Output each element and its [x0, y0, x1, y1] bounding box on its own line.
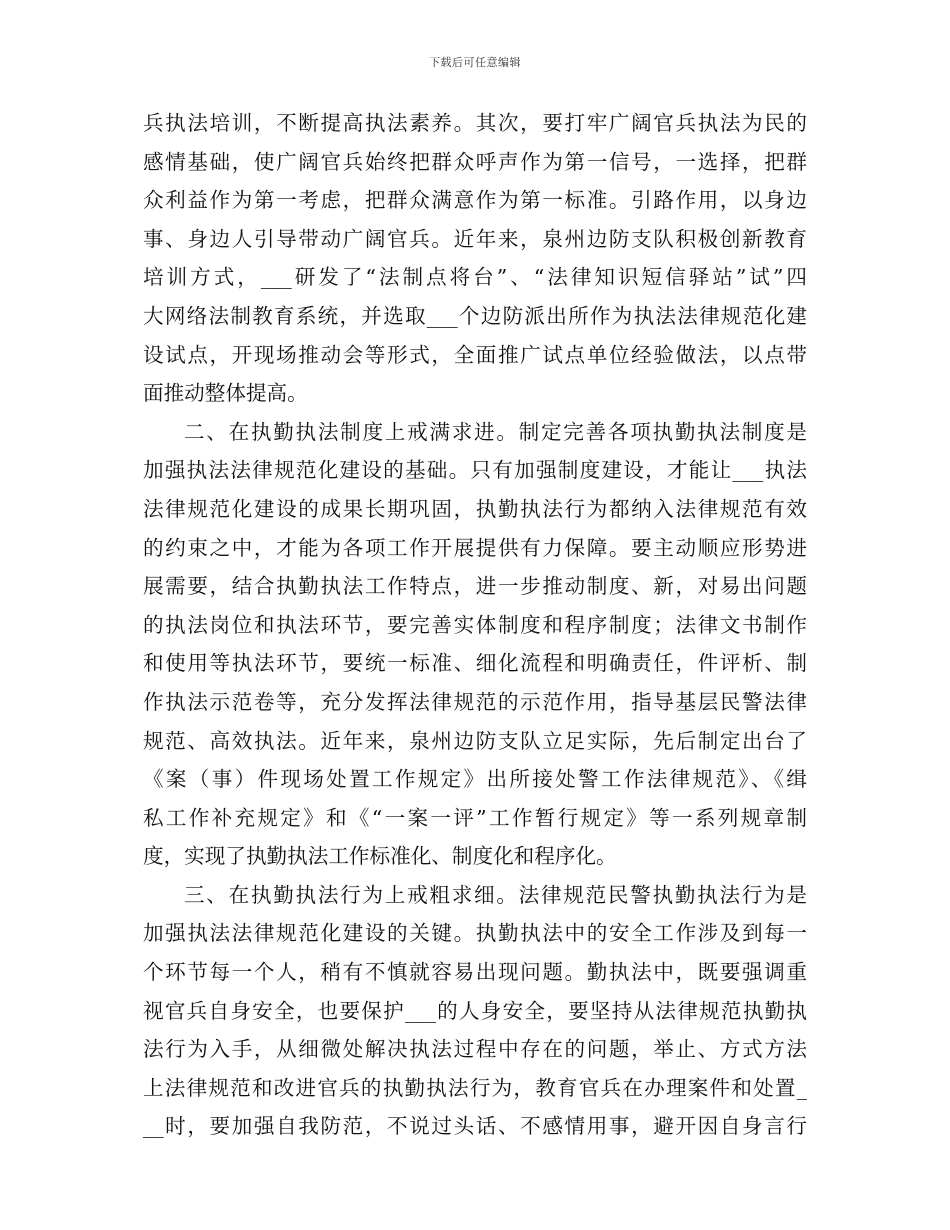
text-line: 加强执法法律规范化建设的关键。执勤执法中的安全工作涉及到每一: [143, 921, 807, 946]
text-line: 设试点，开现场推动会等形式，全面推广试点单位经验做法，以点带: [143, 342, 807, 367]
paragraph-start-line: 三、在执勤执法行为上戒粗求细。法律规范民警执勤执法行为是: [184, 882, 807, 907]
text-line: 规范、高效执法。近年来，泉州边防支队立足实际，先后制定出台了: [143, 728, 807, 753]
text-line: 私工作补充规定》和《“一案一评”工作暂行规定》等一系列规章制: [143, 805, 807, 830]
text-line: 法律规范化建设的成果长期巩固，执勤执法行为都纳入法律规范有效: [143, 496, 807, 521]
text-line: 的执法岗位和执法环节，要完善实体制度和程序制度；法律文书制作: [143, 612, 807, 637]
text-line: 众利益作为第一考虑，把群众满意作为第一标准。引路作用，以身边: [143, 188, 807, 213]
text-line: 视官兵自身安全，也要保护___的人身安全，要坚持从法律规范执勤执: [143, 998, 807, 1023]
text-line: 的约束之中，才能为各项工作开展提供有力保障。要主动顺应形势进: [143, 535, 807, 560]
text-line: 作执法示范卷等，充分发挥法律规范的示范作用，指导基层民警法律: [143, 689, 807, 714]
paragraph-start-line: 二、在执勤执法制度上戒满求进。制定完善各项执勤执法制度是: [184, 419, 807, 444]
text-line: 度，实现了执勤执法工作标准化、制度化和程序化。: [143, 844, 617, 869]
text-line: 个环节每一个人，稍有不慎就容易出现问题。勤执法中，既要强调重: [143, 960, 807, 985]
text-line: 展需要，结合执勤执法工作特点，进一步推动制度、新，对易出问题: [143, 574, 807, 599]
page-header: 下载后可任意编辑: [429, 56, 521, 69]
text-line: 上法律规范和改进官兵的执勤执法行为，教育官兵在办理案件和处置_: [143, 1075, 807, 1100]
text-line: 感情基础，使广阔官兵始终把群众呼声作为第一信号，一选择，把群: [143, 149, 807, 174]
text-line: 大网络法制教育系统，并选取___个边防派出所作为执法法律规范化建: [143, 303, 807, 328]
text-line: 面推动整体提高。: [143, 381, 308, 406]
text-line: 事、身边人引导带动广阔官兵。近年来，泉州边防支队积极创新教育: [143, 226, 807, 251]
text-line: 培训方式，___研发了“法制点将台”、“法律知识短信驿站”试”四: [143, 265, 807, 290]
text-line: __时，要加强自我防范，不说过头话、不感情用事，避开因自身言行: [143, 1114, 807, 1139]
text-line: 法行为入手，从细微处解决执法过程中存在的问题，举止、方式方法: [143, 1037, 807, 1062]
text-line: 加强执法法律规范化建设的基础。只有加强制度建设，才能让___执法: [143, 458, 807, 483]
text-line: 和使用等执法环节，要统一标准、细化流程和明确责任，件评析、制: [143, 651, 807, 676]
text-line: 《案（事）件现场处置工作规定》出所接处警工作法律规范》、《缉: [143, 767, 807, 792]
text-line: 兵执法培训，不断提高执法素养。其次，要打牢广阔官兵执法为民的: [143, 111, 807, 135]
document-body: [143, 104, 807, 1146]
